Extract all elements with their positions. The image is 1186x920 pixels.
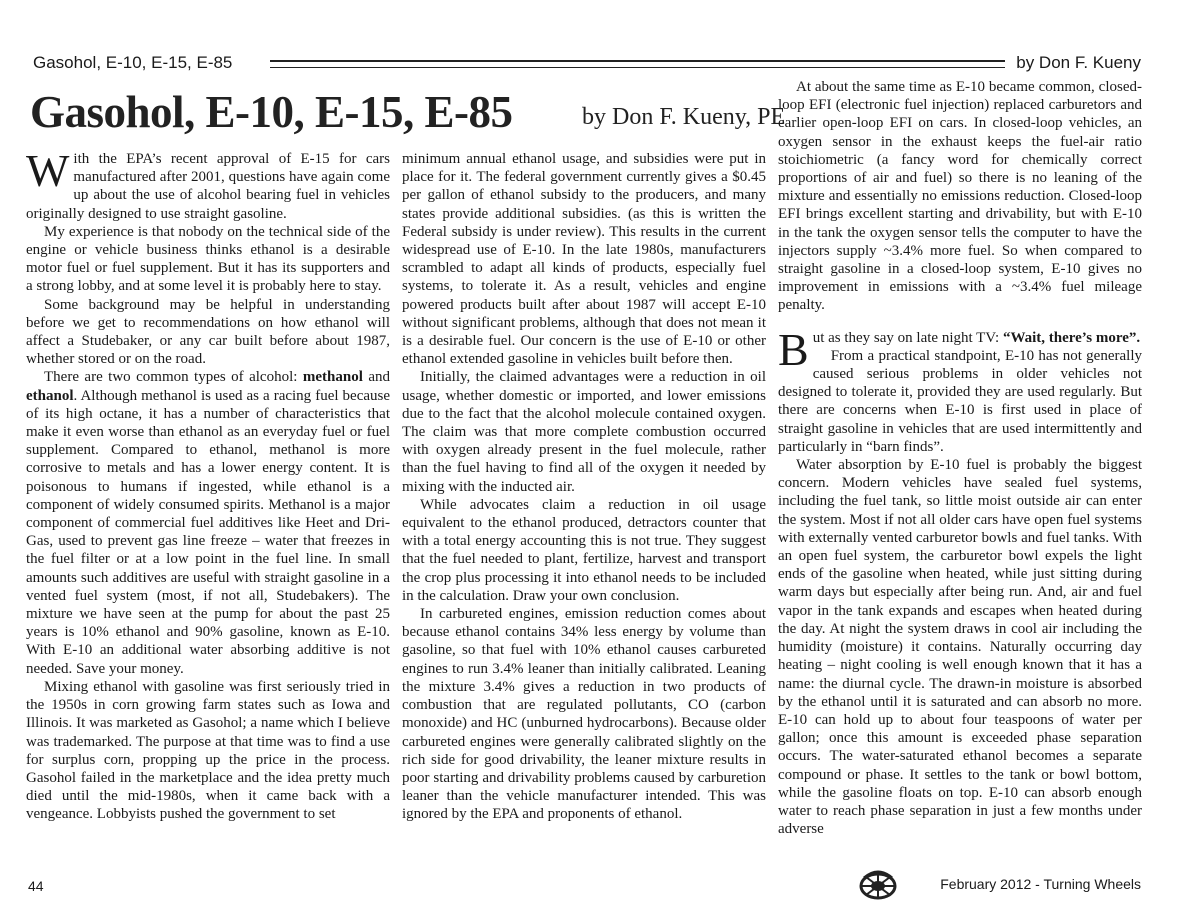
paragraph: Some background may be helpful in understanding before we get to recommendations on how ethanol will affect a Studebaker, or any car built before about 1987, whether stored or on the road. [26,296,390,368]
running-header-title: Gasohol, E-10, E-15, E-85 [33,53,233,72]
paragraph: Initially, the claimed advantages were a reduction in oil usage, whether domestic or imported, and lower emissions due to the fact that the alcohol molecule contained oxygen. The claim was that more complete combustion occurred with oxygen already present in the fuel molecule, rather than the fuel having to find all of the oxygen it needed by mixing with the inducted air. [402,369,766,495]
column-1 [26,145,390,824]
article-byline: by Don F. Kueny, PE [582,104,786,130]
drop-cap: W [26,145,70,196]
bold-term-ethanol: ethanol [26,387,74,404]
paragraph-text: ith the EPA’s recent approval of E-15 for cars manufactured after 2001, questions have again come up about the use of alcohol bearing fuel in vehicles originally designed to use straight gasoline. [26,151,390,222]
running-header-author: by Don F. Kueny [1016,53,1141,72]
paragraph: While advocates claim a reduction in oil usage equivalent to the ethanol produced, detractors counter that with a total energy accounting this is not true. They suggest that the fuel needed to plant, fertilize, harvest and transport the crop plus processing it into ethanol needs to be included in the calculation. Draw your own conclusion. [402,496,766,604]
issue-label: February 2012 - Turning Wheels [940,876,1141,892]
paragraph: At about the same time as E-10 became common, closed-loop EFI (electronic fuel injection) replaced carburetors and earlier open-loop EFI on cars. In closed-loop vehicles, an oxygen sensor in the exhaust keeps the fuel-air ratio stoichiometric (a fancy word for chemically correct proportions of air and fuel) so there is no leaning of the mixture and essentially no emissions reduction. Closed-loop EFI brings excellent starting and drivability, but with E-10 in the tank the oxygen sensor tells the computer to have the injectors supply ~3.4% more fuel. So when compared to straight gasoline in a closed-loop system, E-10 gives no improvement in emissions with a ~3.4% fuel mileage penalty. [778,79,1142,314]
paragraph-text: and [362,369,390,386]
bold-term-methanol: methanol [302,369,363,386]
paragraph-text: ut as they say on late night TV: [812,329,1003,346]
paragraph [26,145,390,223]
paragraph: Water absorption by E-10 fuel is probably the biggest concern. Modern vehicles have sealed fuel systems, including the fuel tank, so little moist outside air can enter the system. Most if not all older cars have open fuel systems with externally vented carburetor bowls and fuel tanks. With an open fuel system, the carburetor bowl expels the light ends of the gasoline when heated, while just sitting during warm days but especially after being run. And, air and fuel vapor in the tank expands and escapes when heated during the day. At night the system draws in cool air including the humidity (moisture) it contains. Naturally occurring day heating – night cooling is well enough known that it has a name: the diurnal cycle. The drawn-in moisture is absorbed by the ethanol until it is saturated and can absorb no more. E-10 can hold up to about four teaspoons of water per gallon; once this amount is exceeded phase separation occurs. The water-saturated ethanol becomes a separate compound or phase. It settles to the tank or bowl bottom, while the gasoline floats on top. E-10 can absorb enough water to reach phase separation in just a few months under adverse [778,457,1142,838]
paragraph: My experience is that nobody on the technical side of the engine or vehicle business thinks ethanol is a desirable motor fuel or fuel supplement. But it has its supporters and a strong lobby, and at some level it is probably here to stay. [26,223,390,295]
turning-wheels-logo-icon [858,866,898,900]
drop-cap: B [778,323,809,375]
paragraph [26,368,390,677]
header-rule [270,60,1005,68]
paragraph: minimum annual ethanol usage, and subsidies were put in place for it. The federal government currently gives a $0.45 per gallon of ethanol subsidy to the producers, and many states provide additional subsidies. (as this is written the Federal subsidy is under review). This results in the current widespread use of E-10. In the late 1980s, manufacturers scrambled to adapt all kinds of products, especially fuel systems, to tolerate it. As a result, vehicles and engine powered products built after about 1987 will accept E-10 without significant problems, although that does not mean it is a desirable fuel. Our concern is the use of E-10 or other ethanol extended gasoline in vehicles built before then. [402,151,766,368]
paragraph-text: There are two common types of alcohol: [44,369,303,386]
paragraph-text: . Although methanol is used as a racing fuel because of its high octane, it has a number of characteristics that make it even worse than ethanol as an everyday fuel or fuel supplement. Compared to ethanol, methanol is more corrosive to metals and has a lower energy content. It is poisonous to humans if ingested, while ethanol is a component of widely consumed spirits. Methanol is a major component of commercial fuel additives like Heet and Dri-Gas, used to prevent gas line freeze – water that freezes in the fuel filter or at a low point in the fuel line. In small amounts such additives are useful with straight gasoline in a vented fuel system (most, if not all, Studebakers). The mixture we have seen at the pump for about the past 25 years is 10% ethanol and 90% gasoline, known as E-10. With E-10 an additional water absorbing additive is not needed. Save your money. [26,387,390,677]
column-3 [778,78,1142,838]
page-number: 44 [28,878,44,894]
article-title: Gasohol, E-10, E-15, E-85 [30,87,513,137]
paragraph: Mixing ethanol with gasoline was first seriously tried in the 1950s in corn growing farm states such as Iowa and Illinois. It was marketed as Gasohol; a name which I believe was trademarked. The purpose at that time was to find a use for surplus corn, propping up the price in the process. Gasohol failed in the marketplace and the idea pretty much died until the mid-1980s, when it came back with a vengeance. Lobbyists pushed the government to set [26,678,390,823]
column-2 [402,150,766,824]
paragraph [778,323,1142,375]
paragraph: From a practical standpoint, E-10 has not generally caused serious problems in older vehicles not designed to tolerate it, provided they are used regularly. But there are concerns when E-10 is first used in place of straight gasoline in vehicles that are used intermittently and particularly in “barn finds”. [778,347,1142,455]
paragraph: In carbureted engines, emission reduction comes about because ethanol contains 34% less energy by volume than gasoline, so that fuel with 10% ethanol causes carbureted engines to run 3.4% leaner than initially calibrated. Leaning the mixture 3.4% gives a reduction in two products of combustion that are regulated pollutants, CO (carbon monoxide) and HC (unburned hydrocarbons). Because older carbureted engines were generally calibrated slightly on the rich side for good drivability, the leaner mixture results in poor starting and drivability problems caused by carburetion leaner than the vehicle manufacturer intended. This was ignored by the EPA and proponents of ethanol. [402,606,766,823]
bold-quote: “Wait, there’s more”. [1002,329,1141,346]
